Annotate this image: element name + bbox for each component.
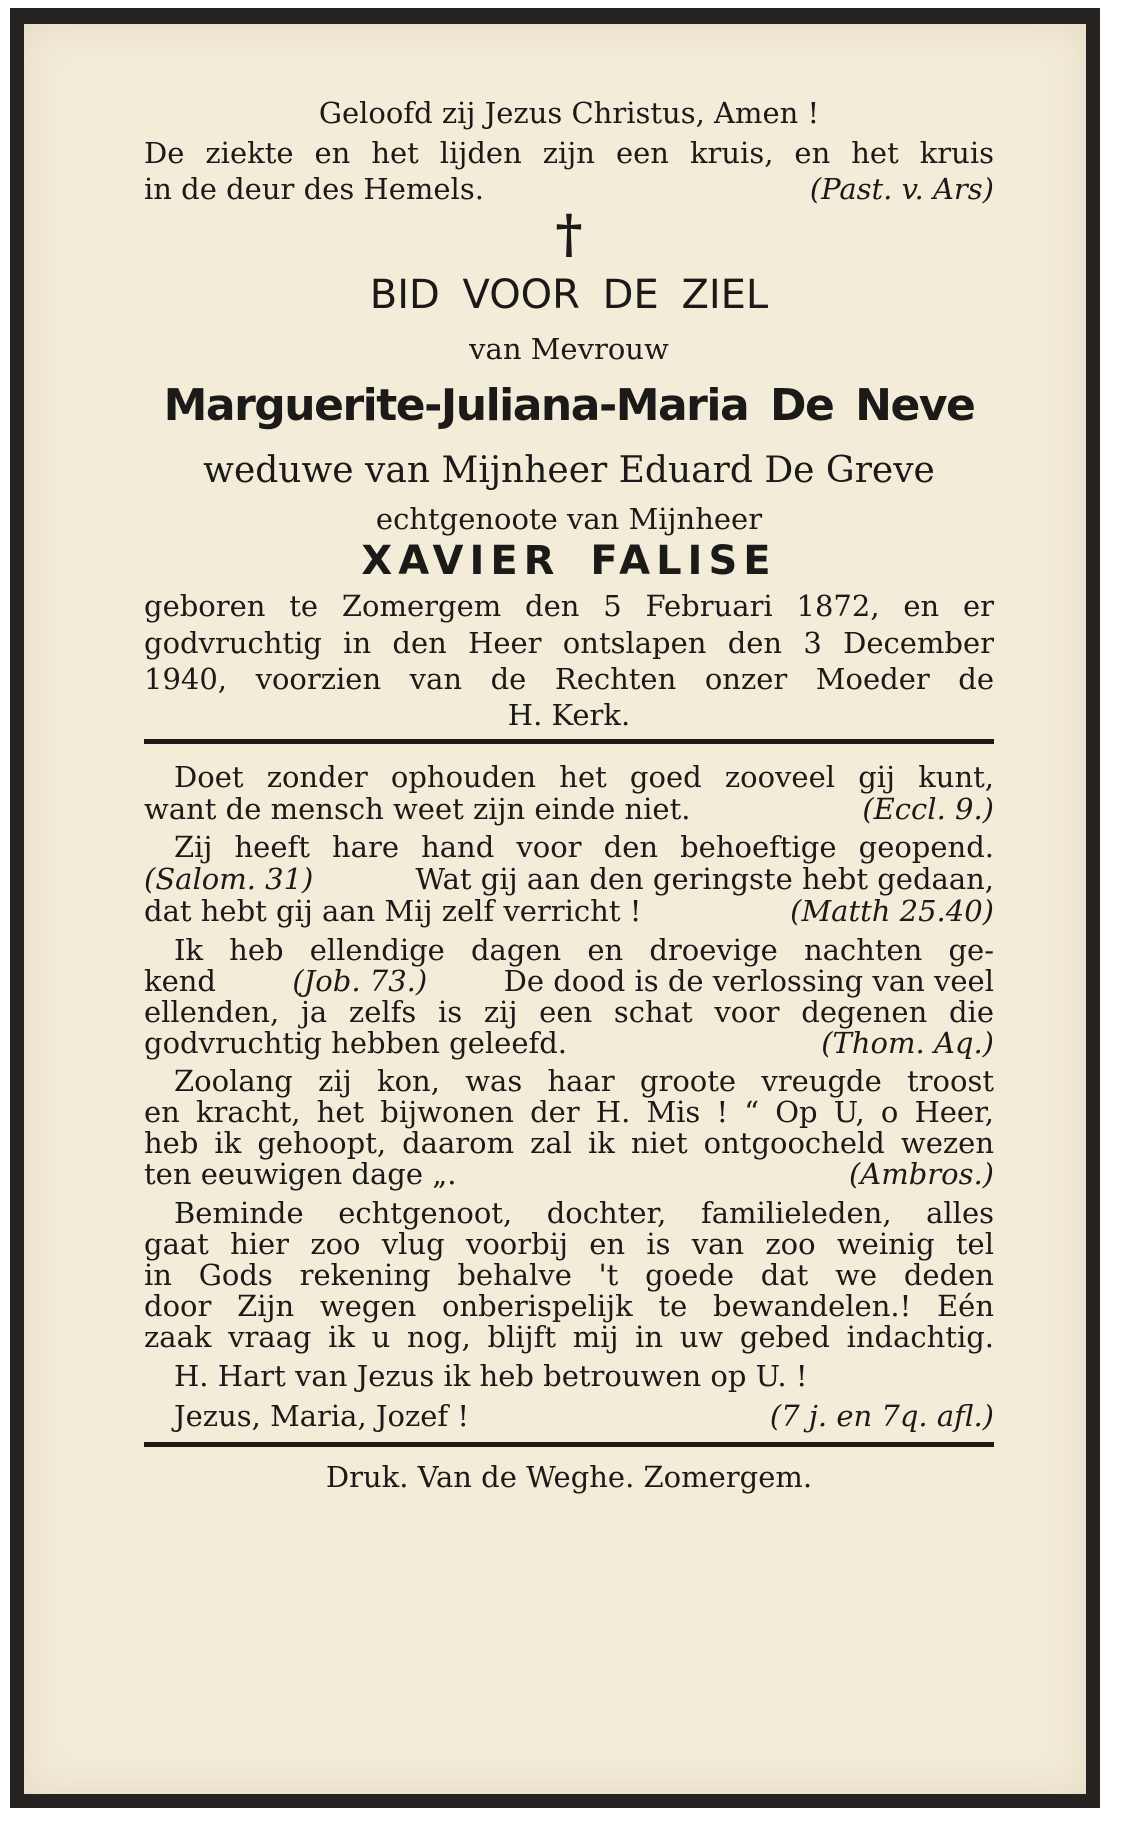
p4-source: (Ambros.) (848, 1157, 994, 1191)
p5-line-2: gaat hier zoo vlug voorbij en is van zoo weinig tel (144, 1227, 994, 1261)
p3-line-1: Ik heb ellendige dagen en droevige nachten ge- (174, 933, 994, 967)
divider-top (144, 739, 994, 744)
p2-source-b: (Matth 25.40) (790, 894, 994, 928)
p3-source-b: (Thom. Aq.) (821, 1026, 994, 1060)
p4-line-2: en kracht, het bijwonen der H. Mis ! “ Op U, o Heer, (144, 1095, 994, 1129)
quote-text: in de deur des Hemels. (144, 172, 484, 206)
p3-line-3: ellenden, ja zelfs is zij een schat voor degenen die (144, 995, 994, 1029)
spouse-intro: echtgenoote van Mijnheer (375, 502, 763, 536)
p4-text-4: ten eeuwigen dage „. (144, 1157, 457, 1191)
prayer-sacred-heart: H. Hart van Jezus ik heb betrouwen op U. ! (174, 1359, 808, 1393)
bio-line-1: geboren te Zomergem den 5 Februari 1872, en er (144, 589, 994, 623)
p2-line-3 (144, 894, 994, 928)
card-paper (24, 24, 1086, 1794)
cross-icon: † (555, 204, 583, 265)
p1-line-2 (144, 792, 994, 826)
subtitle: van Mevrouw (469, 332, 669, 366)
printer-line: Druk. Van de Weghe. Zomergem. (325, 1460, 813, 1494)
title: BID VOOR DE ZIEL (369, 272, 769, 318)
p2-text-2: Wat gij aan den geringste hebt gedaan, (415, 862, 994, 896)
p4-line-1: Zoolang zij kon, was haar groote vreugde troost (174, 1064, 994, 1098)
divider-bottom (144, 1442, 994, 1447)
p1-text: want de mensch weet zijn einde niet. (144, 792, 691, 826)
p4-line-3: heb ik gehoopt, daarom zal ik niet ontgoocheld wezen (144, 1126, 994, 1160)
invocation: Geloofd zij Jezus Christus, Amen ! (318, 96, 820, 130)
widow-line: weduwe van Mijnheer Eduard De Greve (203, 450, 935, 491)
deceased-name: Marguerite-Juliana-Maria De Neve (163, 380, 975, 431)
p2-source-a: (Salom. 31) (144, 862, 314, 896)
p5-line-4: door Zijn wegen onberispelijk te bewandelen.! Eén (144, 1289, 994, 1323)
p5-line-5: zaak vraag ik u nog, blijft mij in uw gebed indachtig. (144, 1320, 994, 1354)
p2-line-1: Zij heeft hare hand voor den behoeftige geopend. (174, 830, 994, 864)
prayer-holy-family (144, 1399, 994, 1433)
indulgence-note: (7 j. en 7q. afl.) (769, 1399, 994, 1433)
prayer-text: Jezus, Maria, Jozef ! (174, 1399, 470, 1433)
p3-line-2 (144, 964, 994, 998)
p3-text-4: godvruchtig hebben geleefd. (144, 1026, 568, 1060)
p1-source: (Eccl. 9.) (862, 792, 994, 826)
quote-line-1: De ziekte en het lijden zijn een kruis, en het kruis (144, 136, 994, 170)
quote-source: (Past. v. Ars) (809, 172, 994, 206)
p1-line-1: Doet zonder ophouden het goed zooveel gij kunt, (174, 760, 994, 794)
p4-line-4 (144, 1157, 994, 1191)
quote-line-2 (144, 172, 994, 206)
p2-line-2 (144, 862, 994, 896)
p3-text-2a: kend (144, 964, 216, 998)
p2-text-3: dat hebt gij aan Mij zelf verricht ! (144, 894, 642, 928)
p5-line-1: Beminde echtgenoot, dochter, familieleden, alles (174, 1196, 994, 1230)
bio-line-2: godvruchtig in den Heer ontslapen den 3 December (144, 626, 994, 660)
spouse-name: XAVIER FALISE (361, 538, 777, 584)
p3-line-4 (144, 1026, 994, 1060)
p3-source-a: (Job. 73.) (292, 964, 428, 998)
memorial-card (10, 8, 1100, 1808)
p5-line-3: in Gods rekening behalve 't goede dat we deden (144, 1258, 994, 1292)
p3-text-2b: De dood is de verlossing van veel (503, 964, 994, 998)
bio-line-3: 1940, voorzien van de Rechten onzer Moeder de (144, 662, 994, 696)
bio-line-4: H. Kerk. (507, 698, 631, 732)
